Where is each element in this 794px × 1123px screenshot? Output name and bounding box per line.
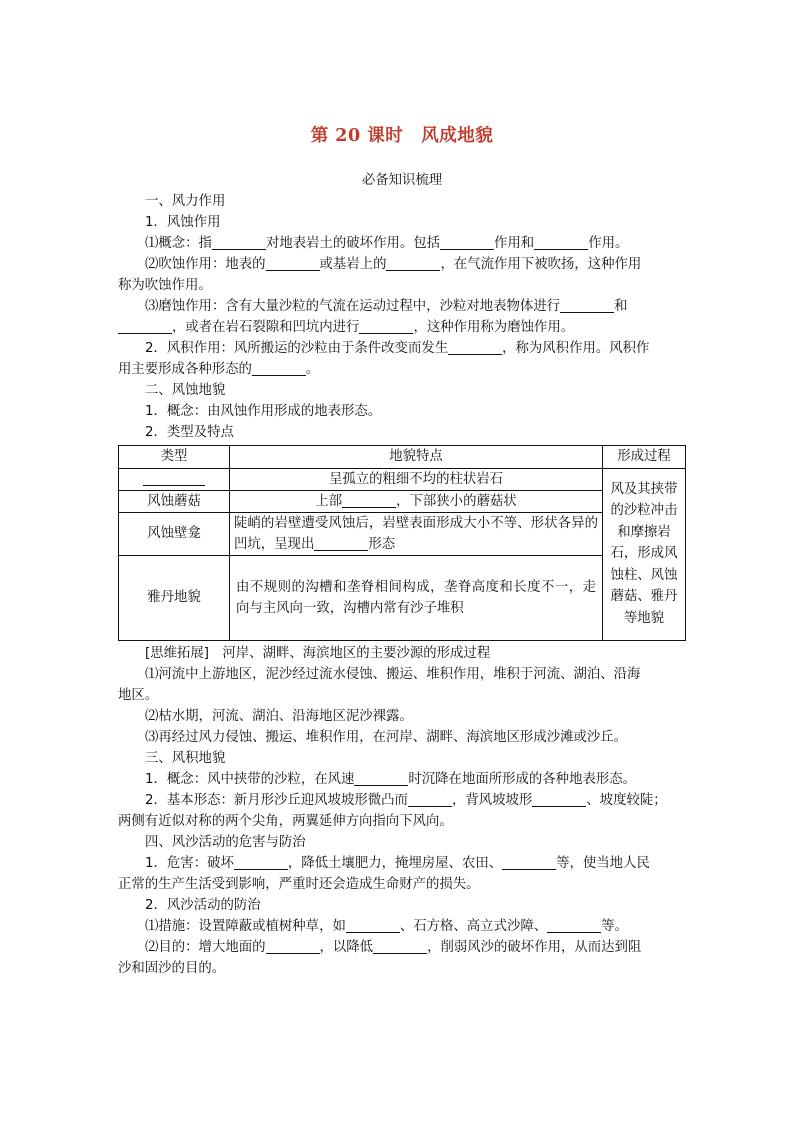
answer-blank[interactable] [266,256,320,271]
worksheet-page [118,122,686,979]
think-p3: ⑶再经过风力侵蚀、搬运、堆积作用，在河岸、湖畔、海滨地区形成沙滩或沙丘。 [145,729,628,745]
s1-p4: 2．风积作用：风所搬运的沙粒由于条件改变而发生 ，称为风积作用。风积作 用主要形成各种形态的 。 [118,341,650,377]
s1-p1: ⑴概念：指 对地表岩土的破坏作用。包括 作用和 作用。 [145,236,629,251]
table-header-features: 地貌特点 [230,446,603,469]
s4-p2: 2．风沙活动的防治 [145,897,261,913]
table-header-row [119,446,686,469]
think-p1: ⑴河流中上游地区，泥沙经过流水侵蚀、搬运、堆积作用，堆积于河流、湖泊、沿海 地区。 [118,666,641,703]
answer-blank[interactable] [342,493,396,508]
s3-p1: 1．概念：风中挟带的沙粒，在风速 时沉降在地面所形成的各种地表形态。 [145,771,637,787]
table-row [119,512,686,555]
section-title: 必备知识梳理 [361,173,443,188]
answer-blank[interactable] [234,855,288,870]
table-cell-features: 由不规则的沟槽和垄脊相间构成，垄脊高度和长度不一，走向与主风向一致，沟槽内常有沙子堆积 [230,555,603,640]
answer-blank[interactable] [386,256,440,271]
think-p2: ⑵枯水期，河流、湖泊、沿海地区泥沙裸露。 [145,708,413,724]
answer-blank[interactable] [448,340,502,355]
answer-blank[interactable] [118,319,172,334]
answer-blank[interactable] [534,235,588,250]
think-heading: [思维拓展] 河岸、湖畔、海滨地区的主要沙源的形成过程 [145,645,491,661]
s4-p1: 1．危害：破坏 ，降低土壤肥力，掩埋房屋、农田、 等，使当地人民 正常的生产生活受到影响，严重时还会造成生命财产的损失。 [118,855,650,892]
table-cell-type [119,468,230,490]
s3-p2: 2．基本形态：新月形沙丘迎风坡坡形微凸而 ，背风坡坡形 、坡度较陡； 两侧有近似对称的两个尖角，两翼延伸方向指向下风向。 [118,792,667,829]
table-cell-type: 风蚀壁龛 [119,512,230,555]
answer-blank[interactable] [143,471,205,486]
answer-blank[interactable] [346,918,400,933]
table-cell-process: 风及其挟带的沙粒冲击和摩擦岩石，形成风蚀柱、风蚀蘑菇、雅丹等地貌 [603,468,686,640]
s1-p2: ⑵吹蚀作用：地表的 或基岩上的 ，在气流作用下被吹扬，这种作用 称为吹蚀作用。 [118,257,642,293]
s1-sub1: 1．风蚀作用 [145,215,221,230]
s4-p4: ⑵目的：增大地面的 ，以降低 ，削弱风沙的破坏作用，从而达到阻 沙和固沙的目的。 [118,939,642,976]
answer-blank[interactable] [373,939,427,954]
section-4-heading: 四、风沙活动的危害与防治 [145,834,306,850]
table-header-type: 类型 [119,446,230,469]
answer-blank[interactable] [532,792,586,807]
table-cell-features: 陡峭的岩壁遭受风蚀后，岩壁表面形成大小不等、形状各异的凹坑，呈现出 形态 [230,512,603,555]
table-header-process: 形成过程 [603,446,686,469]
table-cell-type: 雅丹地貌 [119,555,230,640]
answer-blank[interactable] [560,298,614,313]
table-cell-features: 呈孤立的粗细不均的柱状岩石 [230,468,603,490]
section-3-heading: 三、风积地貌 [145,750,226,766]
s4-p3: ⑴措施：设置障蔽或植树种草，如 、石方格、高立式沙障、 等。 [145,918,628,934]
answer-blank[interactable] [408,792,452,807]
answer-blank[interactable] [547,918,601,933]
table-row [119,468,686,490]
page-title [118,122,686,150]
s2-p1: 1．概念：由风蚀作用形成的地表形态。 [145,404,382,419]
s2-p2: 2．类型及特点 [145,425,234,440]
s1-p3: ⑶磨蚀作用：含有大量沙粒的气流在运动过程中，沙粒对地表物体进行 和 ，或者在岩石裂隙和凹坑内进行 ，这种作用称为磨蚀作用。 [118,296,686,338]
answer-blank[interactable] [266,939,320,954]
answer-blank[interactable] [359,319,413,334]
answer-blank[interactable] [314,536,368,551]
wind-erosion-table [118,445,686,641]
answer-blank[interactable] [440,235,494,250]
section-1-heading: 一、风力作用 [145,194,226,209]
table-cell-type: 风蚀蘑菇 [119,490,230,512]
section-2-heading: 二、风蚀地貌 [145,383,226,398]
title-lesson: 第 20 课时 [310,126,404,146]
table-cell-features: 上部 ，下部狭小的蘑菇状 [230,490,603,512]
answer-blank[interactable] [252,361,306,376]
answer-blank[interactable] [212,235,266,250]
table-row [119,555,686,640]
answer-blank[interactable] [354,771,408,786]
table-row [119,490,686,512]
title-topic: 风成地貌 [421,126,494,146]
answer-blank[interactable] [502,855,556,870]
